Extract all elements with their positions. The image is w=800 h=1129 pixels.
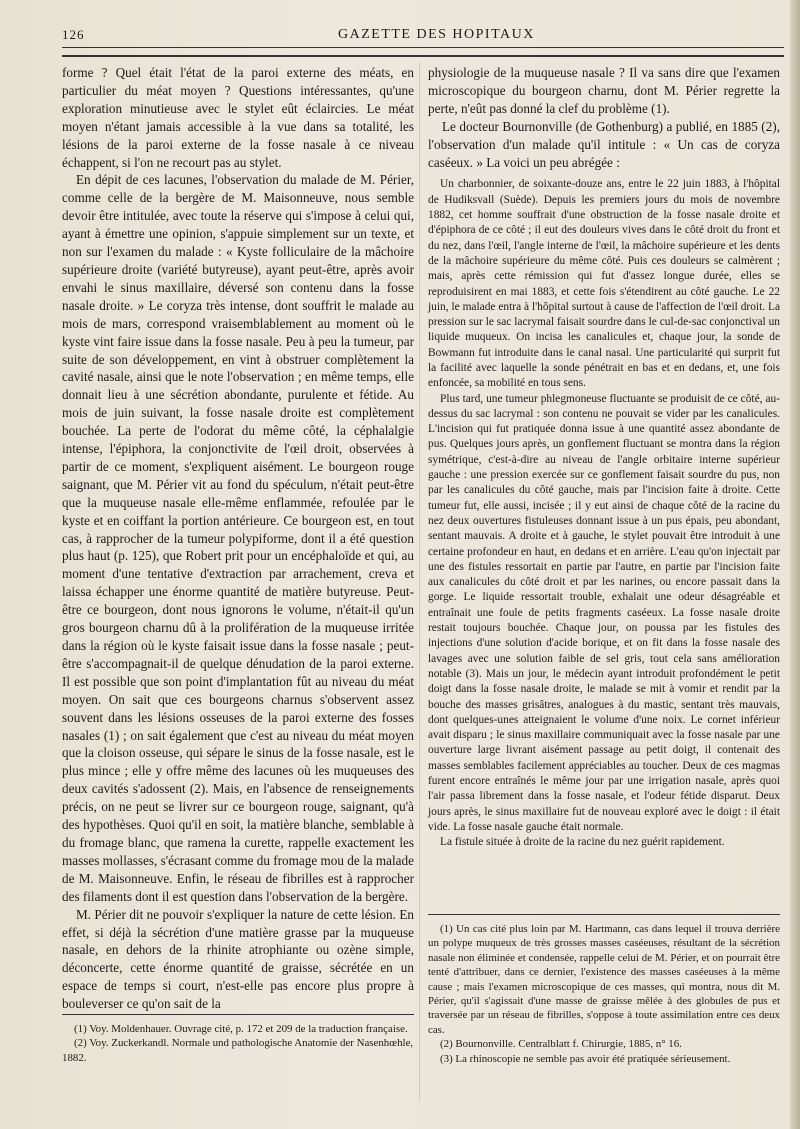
footnote-rule: [428, 914, 780, 915]
right-column: [428, 64, 780, 851]
case-paragraph: Plus tard, une tumeur phlegmoneuse fluctuante se produisit de ce côté, au-dessus du sac lacrymal : son contenu ne pouvait se vider par les canalicules. L'incision qui fut pratiquée donna issue à une quantité assez abondante de pus. Quelques jours après, un gonflement fluctuant se montra dans la région symétrique, c'est-à-dire au niveau de l'angle orbitaire interne supérieur gauche : une pression exercée sur ce gonflement faisait sourdre du pus, non par les canalicules du côté gauche, mais par l'incision faite à droite. Cette tumeur fut, elle aussi, incisée ; il y eut ainsi de chaque côté de la racine du nez deux ouvertures fistuleuses donnant issue à un pus épais, peu abondant, sentant mauvais. A droite et à gauche, le stylet pouvait être introduit à une certaine profondeur en haut, en dedans et en arrière. L'eau qu'on injectait par une des fistules ressortait en partie par l'autre, en partie par l'incision faite aux canalicules du côté droit et par les narines, ou encore passait dans la gorge. Le liquide ressortait trouble, exhalait une odeur désagréable et entraînait une foule de petits fragments caséeux. La fosse nasale droite restait toujours bouchée. Chaque jour, on poussa par les fistules des injections d'une solution d'acide borique, et on fit dans la fosse nasale des lavages avec une solution faible de sel gris, tout cela sans amélioration notable (3). Mais un jour, le médecin ayant introduit profondément le petit doigt dans la fosse nasale droite, le malade se mit à vomir et rendit par la bouche des masses grisâtres, analogues à du mastic, sentant très mauvais, dont quelques-unes atteignaient le volume d'une noix. Le cornet inférieur avait disparu ; le sinus maxillaire communiquait avec la fosse nasale par une ouverture large livrant aisément passage au petit doigt, il contenait des masses semblables facilement appréciables au toucher. Deux de ces magmas furent encore entraînés le même jour par une irrigation nasale, après quoi l'air passa librement dans la fosse nasale, et l'odeur fétide disparut. Deux jours après, le sinus maxillaire fut de nouveau exploré avec le doigt : il était vide. La fosse nasale gauche était normale.: [428, 392, 780, 833]
right-paragraph: Le docteur Bournonville (de Gothenburg) a publié, en 1885 (2), l'observation d'un malade qu'il intitule : « Un cas de coryza caséeux. » La voici un peu abrégée :: [428, 118, 780, 170]
case-paragraph: La fistule située à droite de la racine du nez guérit rapidement.: [440, 836, 725, 849]
left-footnotes: [62, 1022, 414, 1065]
footnote: (1) Voy. Moldenhauer. Ouvrage cité, p. 172 et 209 de la traduction française.: [74, 1023, 408, 1035]
column-divider: [419, 62, 420, 1102]
left-paragraph: forme ? Quel était l'état de la paroi externe des méats, en particulier du méat moyen ? Questions intéressantes, qu'une exploration minutieuse avec le stylet eût éclaircies. Le méat moyen n'étant jamais accessible à la vue dans sa totalité, les lésions de la paroi externe de la fosse nasale à ce niveau échappent, si l'on ne recourt pas au stylet.: [62, 65, 414, 170]
footnote: (1) Un cas cité plus loin par M. Hartmann, cas dans lequel il trouva derrière un polype muqueux de très grosses masses caséeuses, résultant de la sécrétion nasale non éliminée et condensée, rappelle celui de M. Périer, et on pourrait être tenté d'attribuer, dans ce dernier, l'existence des masses caséeuses à la même cause ; mais l'examen microscopique de ces masses, qui montra, nous dit M. Périer, qu'il s'agissait d'une masse de graisse mêlée à des globules de pus et traversée par un réseau de fibrilles, s'oppose à toute assimilation entre ces deux cas.: [428, 923, 780, 1036]
right-paragraph: physiologie de la muqueuse nasale ? Il va sans dire que l'examen microscopique du bourgeon charnu, dont M. Périer regrette la perte, n'eût pas donné la clef du problème (1).: [428, 65, 780, 116]
page-number: 126: [62, 27, 85, 42]
header-rule: [62, 47, 784, 48]
footnote: (3) La rhinoscopie ne semble pas avoir été pratiquée sérieusement.: [440, 1052, 731, 1065]
page-edge: [790, 0, 800, 1129]
case-paragraph: Un charbonnier, de soixante-douze ans, entre le 22 juin 1883, à l'hôpital de Hudiksvall (Suède). Depuis les premiers jours du mois de novembre 1882, cet homme souffrait d'une obstruction de la fosse nasale droite et d'épiphora de ce côté ; il eut des douleurs vives dans le côté droit du front et du nez, dans l'œil, l'angle interne de l'œil, la mâchoire supérieure et les dents de la mâchoire supérieure du même côté. Puis ces douleurs se calmèrent ; mais, après cette rémission qui fut d'assez longue durée, elles se reproduisirent en mai 1883, et cette fois s'étendirent au côté gauche. Le 22 juin, le malade entra à l'hôpital surtout à cause de l'affection de l'œil droit. La pression sur le sac lacrymal faisait sourdre dans le cul-de-sac conjonctival un liquide muqueux. On incisa les canalicules et, chaque jour, la sonde de Bowmann fut introduite dans le canal nasal. Une particularité qui surprit fut la facilité avec laquelle la sonde pénétrait en bas et en dedans, et, une fois enfoncée, sa mobilité en tous sens.: [428, 178, 780, 390]
header-rule-double: [62, 55, 784, 57]
journal-title: GAZETTE DES HOPITAUX: [338, 27, 535, 42]
footnote: (2) Voy. Zuckerkandl. Normale und pathologische Anatomie der Nasenhœhle, 1882.: [62, 1037, 414, 1064]
footnote: (2) Bournonville. Centralblatt f. Chirurgie, 1885, n° 16.: [440, 1038, 682, 1051]
right-intro: [428, 64, 780, 171]
footnote-rule: [62, 1014, 414, 1015]
case-report: [428, 177, 780, 850]
left-column: [62, 64, 414, 1013]
left-paragraph: En dépit de ces lacunes, l'observation du malade de M. Périer, comme celle de la bergère de M. Maisonneuve, nous semble devoir être intitulée, avec toute la réserve qui s'impose à celui qui, ayant à émettre une opinion, s'appuie simplement sur un texte, et non sur l'examen du malade : « Kyste folliculaire de la mâchoire supérieure droite (variété butyreuse), ayant peut-être, après avoir envahi le sinus maxillaire, déversé son contenu dans la fosse nasale droite. » Le coryza très intense, dont souffrit le malade au mois de mars, correspond vraisemblablement au moment où le kyste vint faire issue dans la fosse nasale. Peu à peu la tumeur, par suite de son développement, en vint à obstruer complètement la cavité nasale, ainsi que le note l'observation ; en même temps, elle donnait lieu à une sécrétion abondante, purulente et fétide. Au mois de juin suivant, la fosse nasale droite est complètement bouchée. La perte de l'odorat du même côté, la céphalalgie intense, l'épiphora, la conjonctivite de l'œil droit, observées à partir de ce moment, s'expliquent aisément. Le bourgeon rouge saignant, que M. Périer vit au fond du spéculum, n'était peut-être que la muqueuse nasale elle-même enflammée, refoulée par le kyste et en coiffant la portion antérieure. Ce bourgeon est, en tout cas, à rapprocher de la tumeur polypiforme, dont il a été question plus haut (p. 125), que Robert prit pour un encéphaloïde et qui, au moment d'une tentative d'extraction par arrachement, creva et laissa échapper une énorme quantité de matière butyreuse. Peut-être ce bourgeon, dont nous ignorons le volume, n'était-il qu'un gros bourgeon charnu dû à la prolifération de la muqueuse irritée dans la région où le kyste faisait issue dans la fosse nasale ; peut-être s'accompagnait-il de quelque dénudation de la paroi externe. Il est possible que son point d'implantation fût au niveau du méat moyen. On sait que ces bourgeons charnus s'observent assez souvent dans les lésions osseuses de la paroi externe des fosses nasales (1) ; on sait également que c'est au niveau du méat moyen que la cloison osseuse, qui sépare le sinus de la fosse nasale, est le plus mince ; elle y offre même des lacunes où les muqueuses des deux cavités s'adossent (2). Mais, en l'absence de renseignements précis, on ne peut se livrer sur ce bourgeon rouge, saignant, qu'à des hypothèses. Quoi qu'il en soit, la matière blanche, semblable à du fromage blanc, que ramena la curette, rappelle exactement les masses mollasses, s'écrasant comme du fromage mou de la malade de M. Maisonneuve. Enfin, le réseau de fibrilles est à rapprocher des filaments dont il est question dans l'observation de la bergère.: [62, 172, 414, 904]
right-footnotes: [428, 922, 780, 1066]
page-header: [62, 27, 784, 47]
left-paragraph: M. Périer dit ne pouvoir s'expliquer la nature de cette lésion. En effet, si déjà la sécrétion d'une matière grasse par la muqueuse nasale, en dehors de la rhinite atrophiante ou ozène simple, déconcerte, cette énorme quantité de graisse, sécrétée en un espace de temps si court, n'est-elle pas encore plus propre à bouleverser ce qu'on sait de la: [62, 906, 414, 1012]
